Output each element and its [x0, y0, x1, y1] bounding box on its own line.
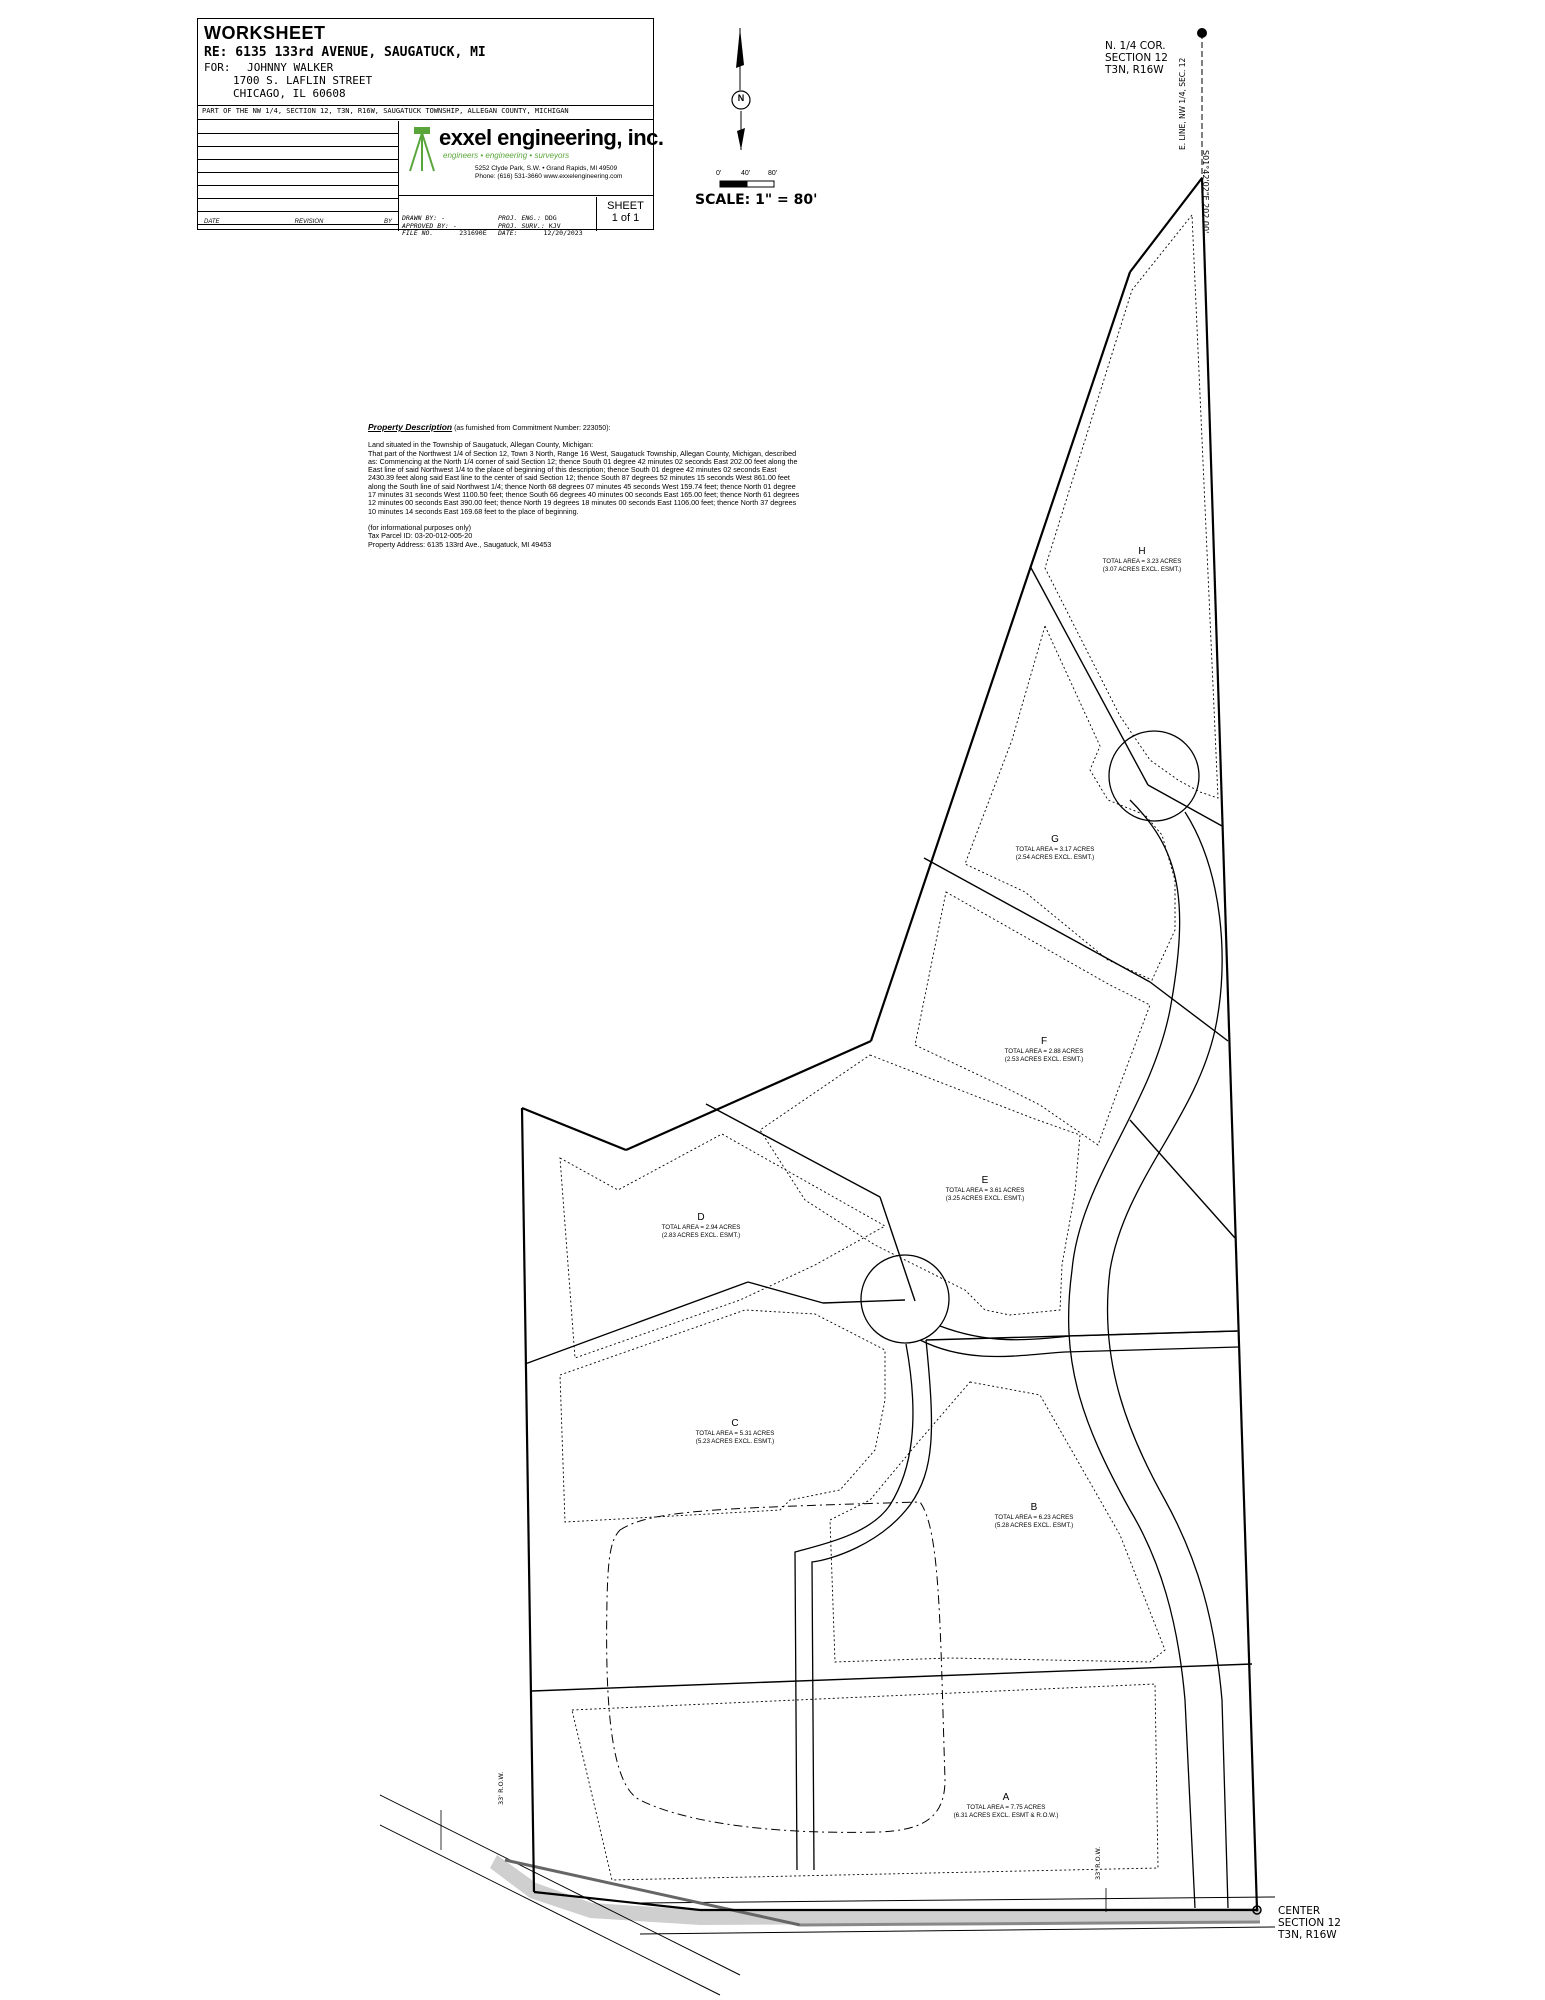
- lot-letter: D: [697, 1212, 705, 1223]
- for-label: FOR:: [204, 61, 231, 74]
- file-no: 231690E: [459, 229, 487, 237]
- legal-part-of: PART OF THE NW 1/4, SECTION 12, T3N, R16W, SAUGATUCK TOWNSHIP, ALLEGAN COUNTY, MICHIGAN: [202, 107, 569, 115]
- north-corner-line1: N. 1/4 COR.: [1105, 40, 1166, 52]
- lot-total-area: TOTAL AREA = 5.31 ACRES: [695, 1430, 775, 1437]
- lot-letter: B: [1030, 1502, 1038, 1513]
- lot-label-h: [1103, 546, 1182, 574]
- proj-surv: KJV: [548, 221, 561, 230]
- pd-tax-parcel: Tax Parcel ID: 03-20-012-005-20: [368, 531, 473, 541]
- client-city: CHICAGO, IL 60608: [233, 87, 346, 100]
- lot-letter: F: [1040, 1036, 1048, 1047]
- client-street: 1700 S. LAFLIN STREET: [233, 74, 373, 87]
- lot-label-c: [696, 1418, 775, 1446]
- pd-info-note: (for informational purposes only): [368, 522, 472, 532]
- phone-line: Phone: (616) 531-3660 www.exxelengineering.com: [475, 173, 623, 180]
- date: 12/20/2023: [543, 229, 583, 237]
- lot-letter: E: [981, 1175, 989, 1186]
- center-corner-line3: T3N, R16W: [1278, 1929, 1337, 1941]
- lot-total-area: TOTAL AREA = 7.75 ACRES: [966, 1804, 1046, 1811]
- project-info: [498, 215, 583, 238]
- lot-total-area: TOTAL AREA = 6.23 ACRES: [994, 1514, 1074, 1521]
- lot-excl-area: (3.25 ACRES EXCL. ESMT.): [945, 1195, 1025, 1202]
- north-corner-line2: SECTION 12: [1105, 52, 1168, 64]
- drawn-info: [402, 215, 487, 238]
- lot-label-f: [1005, 1036, 1084, 1064]
- row-label-west: 33' R.O.W.: [497, 1771, 505, 1805]
- center-corner-label: [1278, 1905, 1341, 1941]
- center-corner-line1: CENTER: [1278, 1905, 1321, 1917]
- revision-header: [198, 219, 398, 225]
- approved-by-label: APPROVED BY:: [402, 221, 449, 230]
- proj-eng: DDG: [544, 214, 557, 222]
- lot-label-a: [954, 1792, 1059, 1820]
- company-address: [475, 165, 622, 181]
- lot-excl-area: (5.28 ACRES EXCL. ESMT.): [994, 1522, 1074, 1529]
- lot-label-b: [995, 1502, 1074, 1530]
- file-no-label: FILE NO.: [402, 229, 434, 237]
- dashed-area: [607, 1502, 945, 1832]
- lot-letter: A: [1002, 1792, 1010, 1803]
- lot-letter: G: [1051, 834, 1059, 845]
- lot-total-area: TOTAL AREA = 3.61 ACRES: [945, 1187, 1025, 1194]
- scale-tick-40: 40': [741, 170, 751, 177]
- surveyor-tripod-icon: [405, 125, 439, 173]
- rev-revision-label: REVISION: [294, 219, 324, 225]
- pd-paragraph2: That part of the Northwest 1/4 of Section 12, Town 3 North, Range 16 West, Saugatuck Township, Allegan County, Michigan, described as: Commencing at the North 1/4 corner of said Section 12; thence South 01 degree 42 minutes 02 seconds East 202.00 feet along the East line of said Northwest 1/4 to the place of beginning of this description; thence South 01 degree 42 minutes 02 seconds East 2430.39 feet along said East line to the center of said Section 12; thence South 87 degrees 52 minutes 15 seconds West 861.00 feet along the South line of said Northwest 1/4; thence North 68 degrees 07 minutes 45 seconds West 159.74 feet; thence North 01 degree 17 minutes 31 seconds West 1100.50 feet; thence South 66 degrees 40 minutes 00 seconds East 165.00 feet; thence North 61 degrees 12 minutes 00 seconds East 390.00 feet; thence North 19 degrees 18 minutes 00 seconds East 1106.00 feet; thence North 37 degrees 10 minutes 14 seconds East 169.68 feet to the place of beginning.: [368, 448, 800, 516]
- north-letter: N: [737, 93, 745, 103]
- lot-total-area: TOTAL AREA = 2.88 ACRES: [1004, 1048, 1084, 1055]
- worksheet-title: WORKSHEET: [204, 23, 326, 43]
- drawn-by-label: DRAWN BY:: [402, 214, 438, 222]
- sheet-label: SHEET: [607, 200, 644, 212]
- proj-surv-label: PROJ. SURV.:: [498, 221, 545, 230]
- re-line: RE: 6135 133rd AVENUE, SAUGATUCK, MI: [204, 45, 486, 60]
- sheet-box: [596, 197, 654, 231]
- pd-address: Property Address: 6135 133rd Ave., Saugatuck, MI 49453: [368, 539, 552, 549]
- lot-excl-area: (2.53 ACRES EXCL. ESMT.): [1004, 1056, 1084, 1063]
- lot-letter: H: [1138, 546, 1146, 557]
- sheet-value: 1 of 1: [611, 212, 640, 224]
- rev-by-label: BY: [384, 219, 393, 225]
- lot-excl-area: (2.54 ACRES EXCL. ESMT.): [1015, 854, 1095, 861]
- scale-text: SCALE: 1" = 80': [695, 192, 818, 208]
- scale-bar: [720, 181, 774, 187]
- lot-total-area: TOTAL AREA = 3.17 ACRES: [1015, 846, 1095, 853]
- lot-label-e: [946, 1175, 1025, 1203]
- lot-total-area: TOTAL AREA = 3.23 ACRES: [1102, 558, 1182, 565]
- row-label-south: 33' R.O.W.: [1094, 1846, 1102, 1880]
- revision-table: [198, 121, 399, 231]
- client-block: [204, 61, 372, 100]
- title-block: [197, 18, 664, 237]
- road-right-of-way: [380, 1795, 1275, 1995]
- pd-heading: Property Description: [368, 422, 453, 432]
- north-arrow: [732, 28, 750, 150]
- north-corner-label: [1105, 40, 1168, 76]
- lot-excl-area: (5.23 ACRES EXCL. ESMT.): [695, 1438, 775, 1445]
- east-line-label: E. LINE, NW 1/4, SEC. 12: [1178, 57, 1187, 150]
- lot-label-g: [1016, 834, 1095, 862]
- rev-date-label: DATE: [204, 219, 220, 225]
- east-bearing-label: S01°42'02"E 202.00': [1201, 150, 1210, 234]
- date-label: DATE:: [498, 229, 518, 237]
- scale-tick-0: 0': [716, 170, 722, 177]
- lot-excl-area: (6.31 ACRES EXCL. ESMT & R.O.W.): [953, 1812, 1059, 1819]
- private-road: [795, 731, 1238, 1908]
- north-corner-line3: T3N, R16W: [1105, 64, 1164, 76]
- property-description: [368, 423, 800, 549]
- company-name: exxel engineering, inc.: [439, 125, 664, 150]
- lot-letter: C: [731, 1418, 739, 1429]
- drawn-by: -: [441, 214, 446, 222]
- pd-heading-note: (as furnished from Commitment Number: 223050):: [454, 425, 611, 432]
- lot-excl-area: (3.07 ACRES EXCL. ESMT.): [1102, 566, 1182, 573]
- lot-label-d: [662, 1212, 741, 1240]
- lot-total-area: TOTAL AREA = 2.94 ACRES: [661, 1224, 741, 1231]
- scale-tick-80: 80': [768, 170, 778, 177]
- lot-excl-area: (2.83 ACRES EXCL. ESMT.): [661, 1232, 741, 1239]
- proj-eng-label: PROJ. ENG.:: [498, 214, 542, 222]
- approved-by: -: [452, 221, 457, 230]
- address-line: 5252 Clyde Park, S.W. • Grand Rapids, MI 49509: [475, 165, 618, 172]
- lot-lines: [525, 566, 1252, 1691]
- company-tagline: engineers • engineering • surveyors: [443, 151, 570, 160]
- center-corner-line2: SECTION 12: [1278, 1917, 1341, 1929]
- client-name: JOHNNY WALKER: [247, 61, 334, 74]
- pd-paragraph1: Land situated in the Township of Saugatuck, Allegan County, Michigan:: [368, 440, 594, 450]
